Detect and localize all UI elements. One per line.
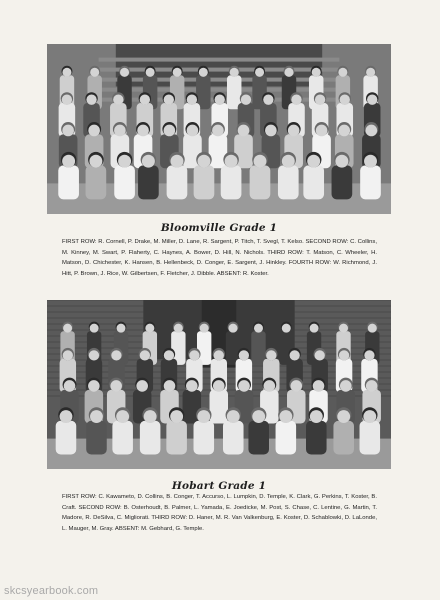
section-title-hobart: Hobart Grade 1 xyxy=(171,480,267,492)
section-title-bloomville: Bloomville Grade 1 xyxy=(160,222,278,234)
photo-bloomville-image xyxy=(47,44,391,214)
name-list-bloomville: FIRST ROW: R. Cornell, P. Drake, M. Miller, D. Lane, R. Sargent, P. Titch, T. Svegl, T. Kelso. SECOND ROW: C. Collins, M. Kinney, M. Swart, P. Flaherty, C. Haynes, A. Bower, D. Hill, N. Nichols. THIRD ROW: T. Matson, C. Wheeler, H. Matson, D. Chichester, K. Hansen, B. Hellenbeck, D. Conger, E. Sargent, J. Hinkley. FOURTH ROW: W. Richmond, J. Hitt, P. Brown, J. Rice, W. Gilbertsen, F. Fletcher, J. Dibble. ABSENT: R. Koster. xyxy=(62,239,377,277)
watermark: skcsyearbook.com xyxy=(4,585,99,597)
class-photo-hobart xyxy=(47,300,391,469)
class-photo-bloomville xyxy=(47,44,391,214)
photo-hobart-image xyxy=(47,300,391,469)
name-list-hobart: FIRST ROW: C. Kawameto, D. Collins, B. Conger, T. Accurso, L. Lumpkin, D. Temple, K. Clark, G. Perkins, T. Koster, B. Craft. SECOND ROW: B. Osterhoudt, B. Palmer, L. Yamada, E. Joedicke, M. Post, S. Chase, C. Lentine, G. Martin, T. Madore, R. DeSilva, C. Migliorati. THIRD ROW: D. Haner, M. R. Van Valkenburg, E. Koster, D. Schablowki, D. LaLonde, L. Mauger, M. Gray. ABSENT: M. Gebhard, G. Temple. xyxy=(62,494,377,532)
